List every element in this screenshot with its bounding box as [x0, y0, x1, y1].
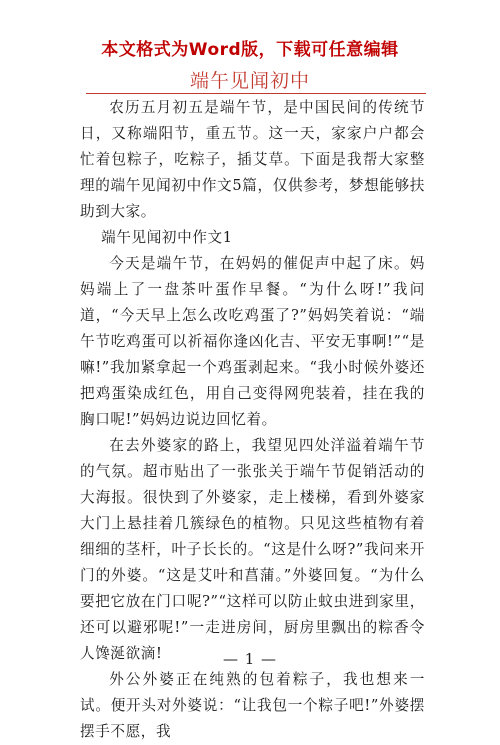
- download-banner: 本文格式为Word版，下载可任意编辑: [101, 40, 399, 60]
- document-title: 端午见闻初中: [189, 70, 310, 92]
- essay-heading: 端午见闻初中作文1: [101, 229, 233, 246]
- title-divider: [86, 93, 426, 94]
- body-paragraph: 外公外婆正在纯熟的包着粽子，我也想来一试。便开头对外婆说：“让我包一个粽子吧!”外婆摆摆手不愿，我: [80, 671, 425, 740]
- document-body: [80, 95, 425, 745]
- page-number: — 1 —: [222, 650, 278, 668]
- body-paragraph: 在去外婆家的路上，我望见四处洋溢着端午节的气氛。超市贴出了一张张关于端午节促销活动的大海报。很快到了外婆家，走上楼梯，看到外婆家大门上悬挂着几簇绿色的植物。只见这些植物有着细细的茎杆，叶子长长的。“这是什么呀?”我问来开门的外婆。“这是艾叶和菖蒲。”外婆回复。“为什么要把它放在门口呢?”“这样可以防止蚊虫进到家里，还可以避邪呢!”一走进房间，厨房里飘出的粽香令人馋涎欲滴!: [80, 437, 425, 662]
- body-paragraph: 今天是端午节，在妈妈的催促声中起了床。妈妈端上了一盘茶叶蛋作早餐。“为什么呀!”我问道，“今天早上怎么改吃鸡蛋了?”妈妈笑着说：“端午节吃鸡蛋可以祈福你逢凶化吉、平安无事啊!”“是嘛!”我加紧拿起一个鸡蛋剥起来。“我小时候外婆还把鸡蛋染成红色，用自己变得网兜装着，挂在我的胸口呢!”妈妈边说边回忆着。: [80, 255, 425, 428]
- intro-paragraph: 农历五月初五是端午节，是中国民间的传统节日，又称端阳节，重五节。这一天，家家户户都会忙着包粽子，吃粽子，插艾草。下面是我帮大家整理的端午见闻初中作文5篇，仅供参考，梦想能够扶助到大家。: [80, 99, 425, 220]
